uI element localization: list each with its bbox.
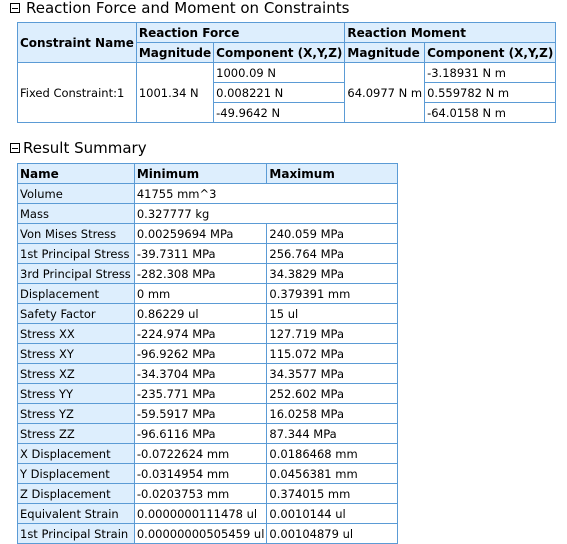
header-force-magnitude: Magnitude	[136, 43, 213, 63]
result-min-cell: -96.9262 MPa	[134, 344, 267, 364]
result-max-cell: 256.764 MPa	[267, 244, 398, 264]
force-y-cell: 0.008221 N	[214, 83, 345, 103]
result-max-cell: 0.0186468 mm	[267, 444, 398, 464]
result-value-cell: 41755 mm^3	[134, 184, 397, 204]
result-name-cell: Z Displacement	[18, 484, 135, 504]
result-min-cell: -0.0314954 mm	[134, 464, 267, 484]
result-max-cell: 0.0456381 mm	[267, 464, 398, 484]
result-max-cell: 34.3829 MPa	[267, 264, 398, 284]
result-min-cell: -0.0722624 mm	[134, 444, 267, 464]
table-row	[18, 284, 398, 304]
moment-y-cell: 0.559782 N m	[425, 83, 556, 103]
result-name-cell: Stress XY	[18, 344, 135, 364]
result-min-cell: 0 mm	[134, 284, 267, 304]
result-name-cell: Stress XZ	[18, 364, 135, 384]
result-name-cell: 3rd Principal Stress	[18, 264, 135, 284]
result-max-cell: 115.072 MPa	[267, 344, 398, 364]
result-max-cell: 16.0258 MPa	[267, 404, 398, 424]
moment-magnitude-cell: 64.0977 N m	[345, 63, 425, 123]
result-name-cell: Stress YY	[18, 384, 135, 404]
result-max-cell: 0.379391 mm	[267, 284, 398, 304]
result-summary-table	[17, 163, 398, 544]
table-row	[18, 264, 398, 284]
result-name-cell: 1st Principal Stress	[18, 244, 135, 264]
result-min-cell: -224.974 MPa	[134, 324, 267, 344]
collapse-toggle-icon[interactable]	[10, 143, 20, 153]
result-min-cell: -0.0203753 mm	[134, 484, 267, 504]
result-max-cell: 240.059 MPa	[267, 224, 398, 244]
result-value-cell: 0.327777 kg	[134, 204, 397, 224]
result-min-cell: 0.00000000505459 ul	[134, 524, 267, 544]
result-name-cell: X Displacement	[18, 444, 135, 464]
result-summary-body	[18, 184, 398, 544]
header-name: Name	[18, 164, 135, 184]
result-max-cell: 34.3577 MPa	[267, 364, 398, 384]
table-row	[18, 204, 398, 224]
force-z-cell: -49.9642 N	[214, 103, 345, 123]
result-min-cell: -39.7311 MPa	[134, 244, 267, 264]
table-row	[18, 324, 398, 344]
table-row	[18, 484, 398, 504]
table-row	[18, 524, 398, 544]
result-name-cell: Von Mises Stress	[18, 224, 135, 244]
result-section-title-text: Result Summary	[23, 139, 147, 157]
result-name-cell: Stress XX	[18, 324, 135, 344]
table-row	[18, 224, 398, 244]
result-min-cell: -96.6116 MPa	[134, 424, 267, 444]
result-min-cell: -282.308 MPa	[134, 264, 267, 284]
result-name-cell: Displacement	[18, 284, 135, 304]
result-min-cell: -59.5917 MPa	[134, 404, 267, 424]
result-name-cell: Stress YZ	[18, 404, 135, 424]
table-row	[18, 404, 398, 424]
table-row	[18, 184, 398, 204]
collapse-toggle-icon[interactable]	[10, 3, 20, 13]
result-name-cell: Safety Factor	[18, 304, 135, 324]
header-force-component: Component (X,Y,Z)	[214, 43, 345, 63]
header-reaction-force: Reaction Force	[136, 23, 345, 43]
table-row	[18, 464, 398, 484]
table-row	[18, 424, 398, 444]
result-max-cell: 127.719 MPa	[267, 324, 398, 344]
header-maximum: Maximum	[267, 164, 398, 184]
result-name-cell: Y Displacement	[18, 464, 135, 484]
result-name-cell: 1st Principal Strain	[18, 524, 135, 544]
header-reaction-moment: Reaction Moment	[345, 23, 556, 43]
table-row	[18, 504, 398, 524]
result-name-cell: Stress ZZ	[18, 424, 135, 444]
header-moment-magnitude: Magnitude	[345, 43, 425, 63]
result-min-cell: 0.00259694 MPa	[134, 224, 267, 244]
header-constraint-name: Constraint Name	[18, 23, 137, 63]
result-name-cell: Volume	[18, 184, 135, 204]
result-min-cell: 0.0000000111478 ul	[134, 504, 267, 524]
result-max-cell: 15 ul	[267, 304, 398, 324]
reaction-section-title-text: Reaction Force and Moment on Constraints	[26, 0, 350, 17]
moment-x-cell: -3.18931 N m	[425, 63, 556, 83]
header-moment-component: Component (X,Y,Z)	[425, 43, 556, 63]
table-row	[18, 364, 398, 384]
table-row	[18, 304, 398, 324]
result-section-title	[10, 139, 147, 157]
result-max-cell: 252.602 MPa	[267, 384, 398, 404]
result-name-cell: Mass	[18, 204, 135, 224]
table-row	[18, 244, 398, 264]
reaction-section-title	[10, 0, 349, 17]
result-min-cell: 0.86229 ul	[134, 304, 267, 324]
reaction-table	[17, 22, 556, 123]
moment-z-cell: -64.0158 N m	[425, 103, 556, 123]
force-x-cell: 1000.09 N	[214, 63, 345, 83]
constraint-name-cell: Fixed Constraint:1	[18, 63, 137, 123]
result-max-cell: 0.374015 mm	[267, 484, 398, 504]
header-minimum: Minimum	[134, 164, 267, 184]
result-max-cell: 0.00104879 ul	[267, 524, 398, 544]
force-magnitude-cell: 1001.34 N	[136, 63, 213, 123]
table-row	[18, 444, 398, 464]
result-min-cell: -235.771 MPa	[134, 384, 267, 404]
table-row	[18, 384, 398, 404]
result-max-cell: 0.0010144 ul	[267, 504, 398, 524]
table-row	[18, 344, 398, 364]
result-max-cell: 87.344 MPa	[267, 424, 398, 444]
result-name-cell: Equivalent Strain	[18, 504, 135, 524]
table-row	[18, 63, 556, 83]
result-min-cell: -34.3704 MPa	[134, 364, 267, 384]
